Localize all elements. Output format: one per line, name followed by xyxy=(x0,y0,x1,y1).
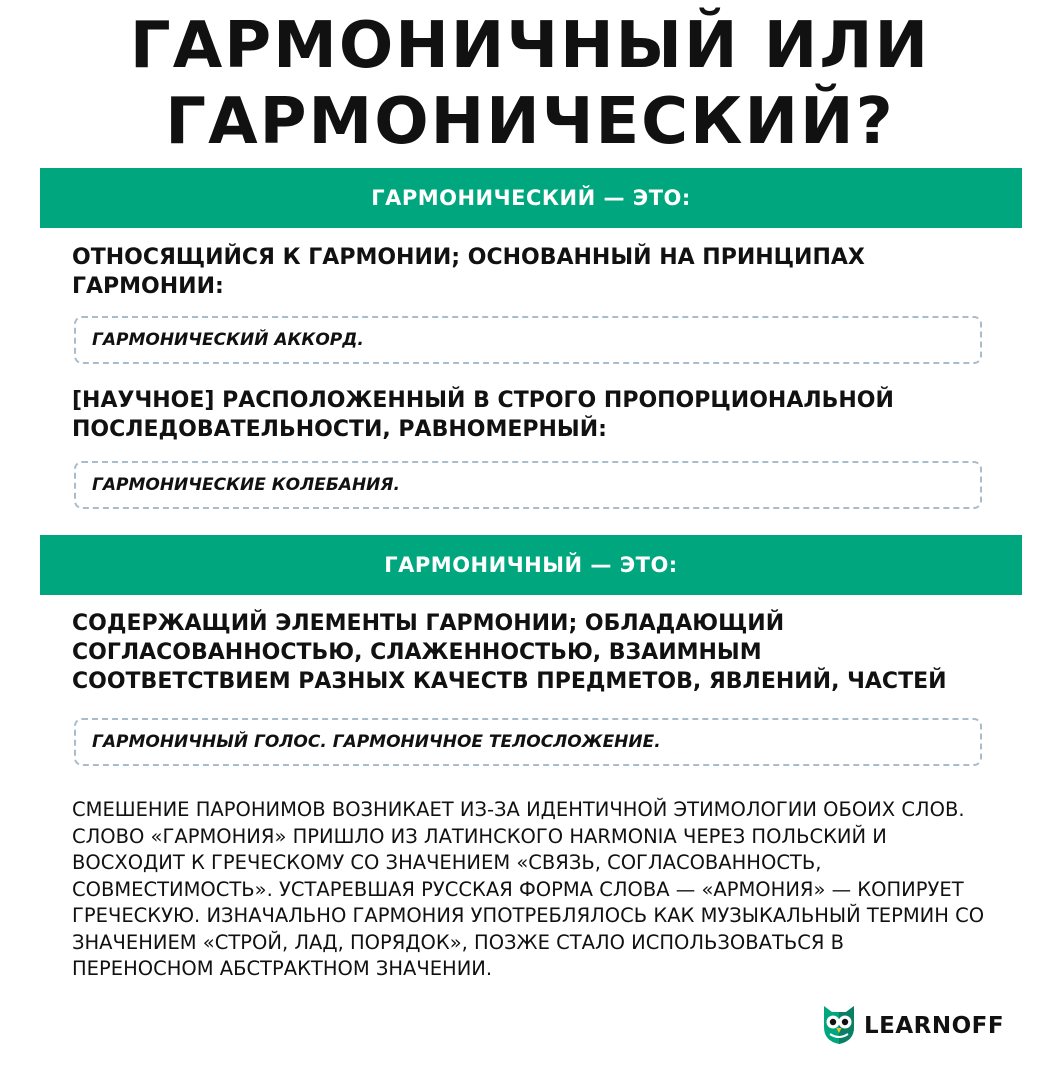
section-header-garmonichnyy: ГАРМОНИЧНЫЙ — ЭТО: xyxy=(40,535,1022,595)
section-header-garmonicheskiy: ГАРМОНИЧЕСКИЙ — ЭТО: xyxy=(40,168,1022,228)
page-title xyxy=(0,8,1060,160)
definition-text: [НАУЧНОЕ] РАСПОЛОЖЕННЫЙ В СТРОГО ПРОПОРЦИОНАЛЬНОЙ ПОСЛЕДОВАТЕЛЬНОСТИ, РАВНОМЕРНЫЙ: xyxy=(72,388,894,442)
definition-text: ОТНОСЯЩИЙСЯ К ГАРМОНИИ; ОСНОВАННЫЙ НА ПРИНЦИПАХ ГАРМОНИИ: xyxy=(72,245,865,299)
example-text: ГАРМОНИЧЕСКИЙ АККОРД. xyxy=(92,330,364,350)
title-line-2: ГАРМОНИЧЕСКИЙ? xyxy=(165,85,895,159)
learnoff-logo[interactable] xyxy=(822,1005,1004,1047)
example-box xyxy=(74,316,982,364)
etymology-note: СМЕШЕНИЕ ПАРОНИМОВ ВОЗНИКАЕТ ИЗ-ЗА ИДЕНТИЧНОЙ ЭТИМОЛОГИИ ОБОИХ СЛОВ. СЛОВО «ГАРМОНИЯ» ПРИШЛО ИЗ ЛАТИНСКОГО HARMONIA ЧЕРЕЗ ПОЛЬСКИЙ И ВОСХОДИТ К ГРЕЧЕСКОМУ СО ЗНАЧЕНИЕМ «СВЯЗЬ, СОГЛАСОВАННОСТЬ, СОВМЕСТИМОСТЬ». УСТАРЕВШАЯ РУССКАЯ ФОРМА СЛОВА — «АРМОНИЯ» — КОПИРУЕТ ГРЕЧЕСКУЮ. ИЗНАЧАЛЬНО ГАРМОНИЯ УПОТРЕБЛЯЛОСЬ КАК МУЗЫКАЛЬНЫЙ ТЕРМИН СО ЗНАЧЕНИЕМ «СТРОЙ, ЛАД, ПОРЯДОК», ПОЗЖЕ СТАЛО ИСПОЛЬЗОВАТЬСЯ В ПЕРЕНОСНОМ АБСТРАКТНОМ ЗНАЧЕНИИ. xyxy=(72,798,985,980)
title-line-1: ГАРМОНИЧНЫЙ ИЛИ xyxy=(129,9,931,83)
example-box xyxy=(74,718,982,766)
definition-text: СОДЕРЖАЩИЙ ЭЛЕМЕНТЫ ГАРМОНИИ; ОБЛАДАЮЩИЙ СОГЛАСОВАННОСТЬЮ, СЛАЖЕННОСТЬЮ, ВЗАИМНЫМ СООТВЕТСТВИЕМ РАЗНЫХ КАЧЕСТВ ПРЕДМЕТОВ, ЯВЛЕНИЙ, ЧАСТЕЙ xyxy=(72,611,947,694)
example-text: ГАРМОНИЧЕСКИЕ КОЛЕБАНИЯ. xyxy=(92,475,400,495)
example-text: ГАРМОНИЧНЫЙ ГОЛОС. ГАРМОНИЧНОЕ ТЕЛОСЛОЖЕНИЕ. xyxy=(92,732,661,752)
logo-text: LEARNOFF xyxy=(864,1013,1005,1039)
owl-icon xyxy=(822,1003,856,1049)
example-box xyxy=(74,461,982,509)
